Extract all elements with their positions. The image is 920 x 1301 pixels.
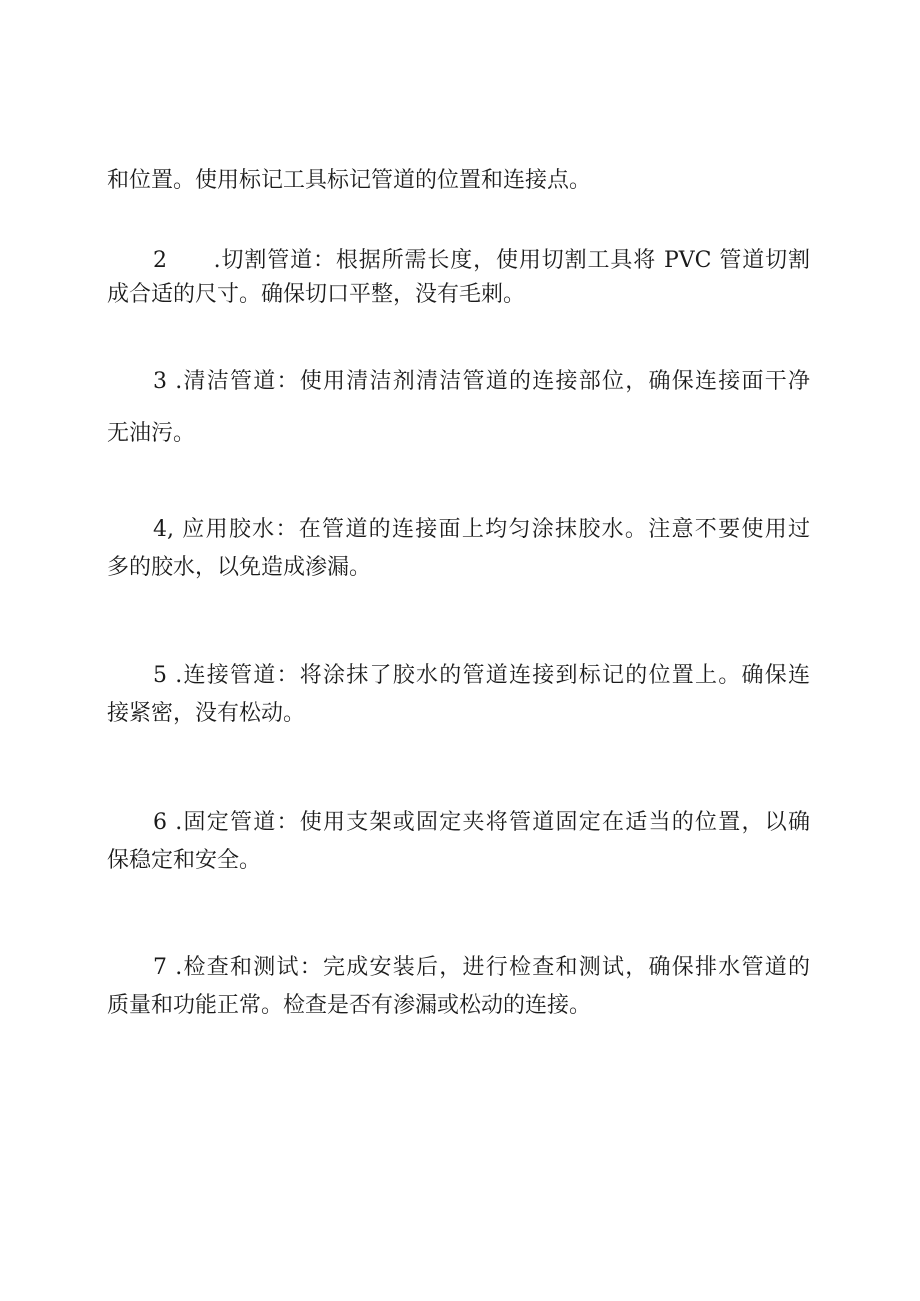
paragraph-step-1-continuation bbox=[107, 166, 810, 196]
text-line: 4, 应用胶水：在管道的连接面上均匀涂抹胶水。注意不要使用过 bbox=[153, 517, 810, 542]
text-line: 多的胶水，以免造成渗漏。 bbox=[107, 555, 372, 580]
text-line: 成合适的尺寸。确保切口平整，没有毛刺。 bbox=[107, 282, 526, 307]
text-line: 和位置。使用标记工具标记管道的位置和连接点。 bbox=[107, 168, 592, 193]
text-line: 质量和功能正常。检查是否有渗漏或松动的连接。 bbox=[107, 993, 592, 1018]
paragraph-step-4 bbox=[107, 515, 810, 583]
paragraph-step-3 bbox=[107, 367, 810, 449]
paragraph-step-2 bbox=[107, 246, 810, 310]
text-line: 7 .检查和测试：完成安装后，进行检查和测试，确保排水管道的 bbox=[153, 955, 810, 980]
text-line: 无油污。 bbox=[107, 421, 196, 446]
paragraph-step-6 bbox=[107, 808, 810, 876]
text-line: 3 .清洁管道：使用清洁剂清洁管道的连接部位，确保连接面干净 bbox=[153, 369, 810, 394]
text-line: 6 .固定管道：使用支架或固定夹将管道固定在适当的位置，以确 bbox=[153, 810, 810, 835]
text-line: 2 .切割管道：根据所需长度，使用切割工具将 PVC 管道切割 bbox=[153, 248, 810, 273]
text-line: 保稳定和安全。 bbox=[107, 848, 262, 873]
paragraph-step-5 bbox=[107, 661, 810, 729]
text-line: 接紧密，没有松动。 bbox=[107, 701, 306, 726]
paragraph-step-7 bbox=[107, 953, 810, 1021]
text-line: 5 .连接管道：将涂抹了胶水的管道连接到标记的位置上。确保连 bbox=[153, 663, 810, 688]
